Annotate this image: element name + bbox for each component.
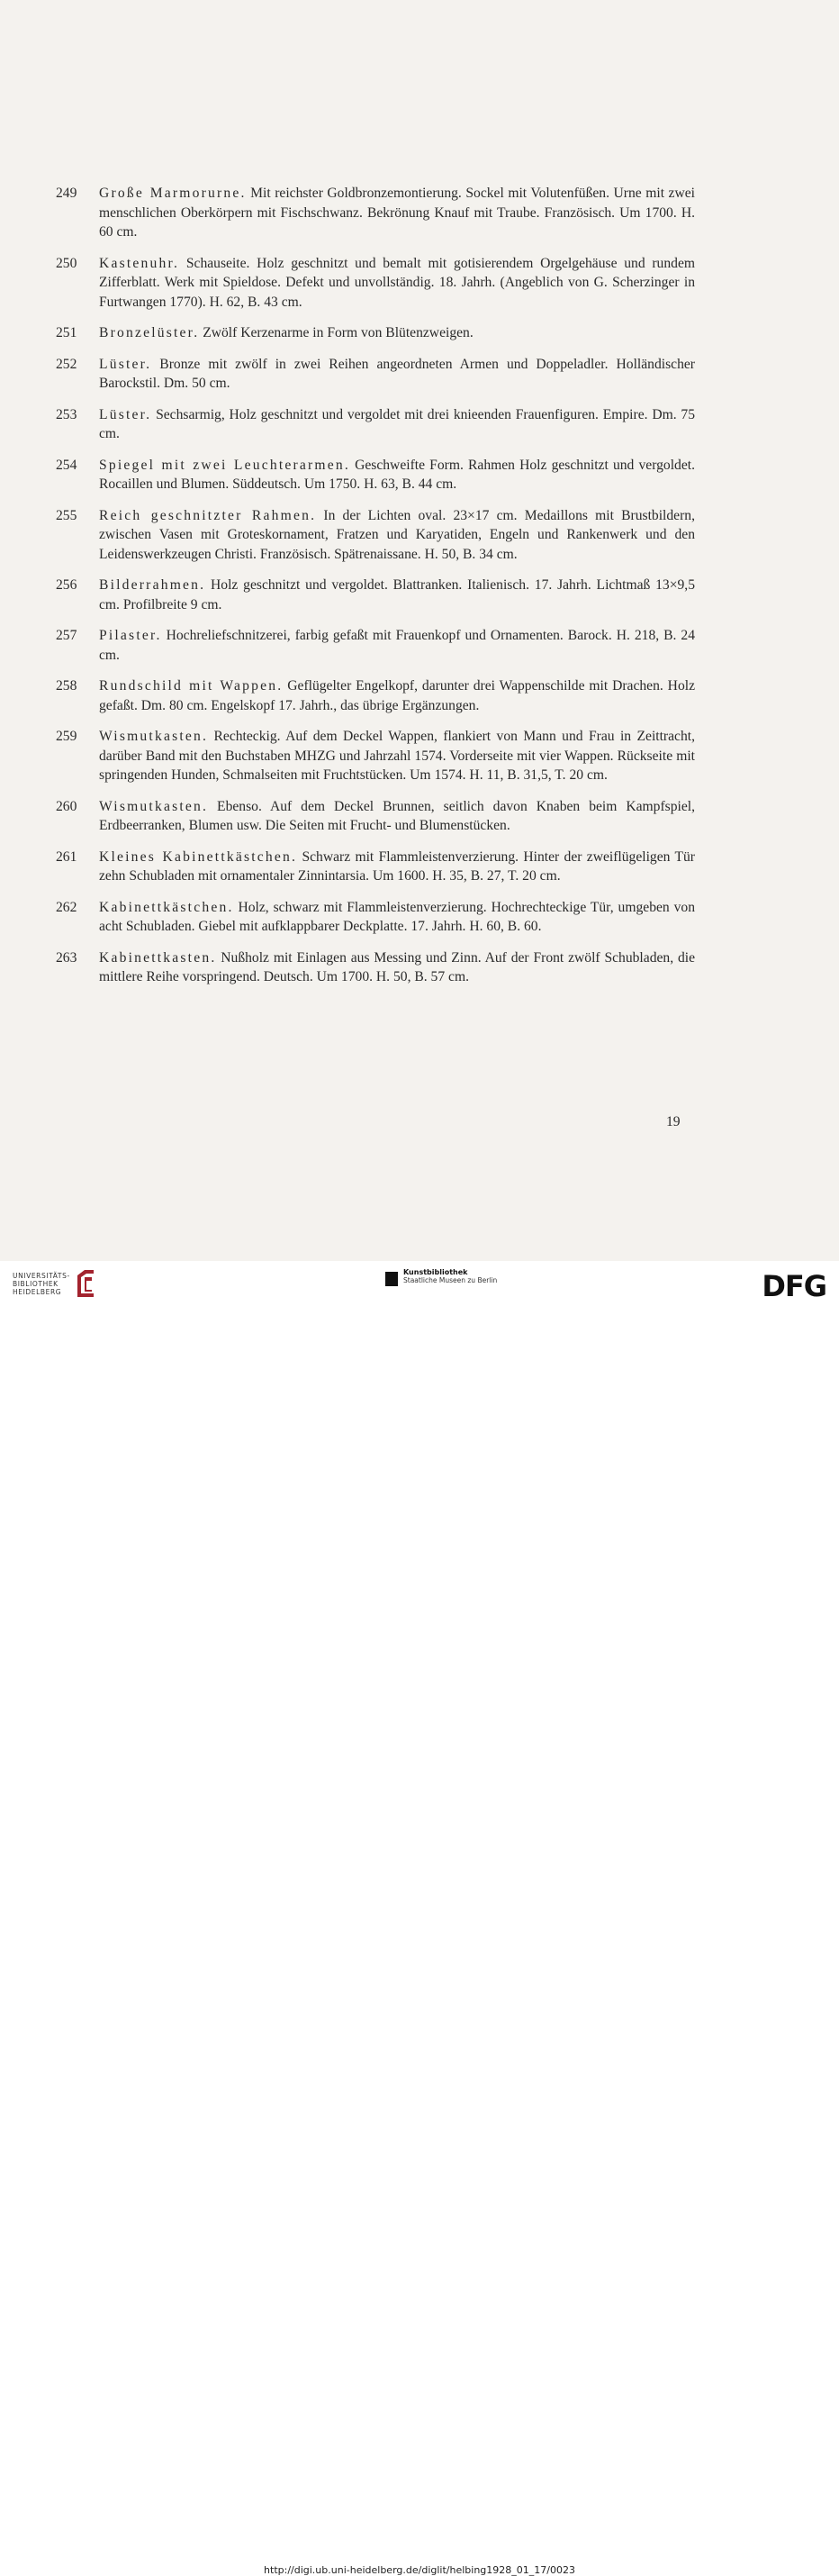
entry-title: Reich geschnitzter Rahmen.	[99, 507, 317, 523]
footer	[0, 1261, 839, 2576]
entry-title: Lüster.	[99, 406, 152, 422]
entry-title: Pilaster.	[99, 628, 162, 643]
catalog-entry	[56, 184, 695, 242]
entry-number: 257	[56, 628, 77, 643]
uni-line-1: UNIVERSITÄTS-	[13, 1271, 70, 1280]
catalog-entry	[56, 456, 695, 494]
entry-body	[99, 727, 695, 785]
uni-line-2: BIBLIOTHEK	[13, 1279, 59, 1288]
catalog-entry	[56, 405, 695, 444]
entry-body	[99, 355, 695, 394]
entry-title: Kabinettkasten.	[99, 949, 217, 966]
kunstbibliothek-subtitle: Staatliche Museen zu Berlin	[403, 1276, 498, 1284]
catalog-entry	[56, 727, 695, 785]
entry-body	[99, 797, 695, 836]
entry-number: 260	[56, 798, 77, 814]
entry-title: Spiegel mit zwei Leuchterarmen.	[99, 457, 350, 473]
catalog-entry	[56, 676, 695, 715]
entry-number: 262	[56, 899, 77, 915]
scanned-page	[0, 0, 839, 1261]
kunstbibliothek-text	[403, 1268, 497, 1284]
kunstbibliothek-mark-icon	[385, 1272, 398, 1286]
entry-body	[99, 626, 695, 665]
dfg-logo[interactable]: DFG	[762, 1269, 826, 1303]
catalog-entry	[56, 506, 695, 565]
entry-title: Kabinettkästchen.	[99, 899, 234, 915]
university-library-logo[interactable]	[13, 1268, 97, 1299]
entry-description: Nußholz mit Einlagen aus Messing und Zinn. Auf der Front zwölf Schubladen, die mittlere Reihe vorspringend. Deutsch. Um 1700. H. 50, B. 57 cm.	[99, 949, 695, 984]
entry-number: 258	[56, 678, 77, 694]
entry-number: 251	[56, 325, 77, 340]
entry-title: Kastenuhr.	[99, 255, 180, 271]
entry-title: Kleines Kabinettkästchen.	[99, 848, 298, 865]
entry-number: 255	[56, 507, 77, 523]
entry-description: Holz geschnitzt und vergoldet. Blattranken. Italienisch. 17. Jahrh. Lichtmaß 13×9,5 cm. Profilbreite 9 cm.	[99, 577, 695, 612]
entry-body	[99, 184, 695, 242]
entry-body	[99, 676, 695, 715]
entry-number: 254	[56, 457, 77, 473]
entry-description: Hochreliefschnitzerei, farbig gefaßt mit Frauenkopf und Ornamenten. Barock. H. 218, B. 24 cm.	[99, 628, 695, 663]
catalog-entry	[56, 576, 695, 614]
entry-body	[99, 898, 695, 937]
entry-number: 249	[56, 186, 77, 201]
entry-body	[99, 576, 695, 614]
uni-logo-text	[13, 1272, 70, 1296]
entry-description: Schauseite. Holz geschnitzt und bemalt mit gotisierendem Orgelgehäuse und rundem Zifferblatt. Werk mit Spieldose. Defekt und unvollständig. 18. Jahrh. (Angeblich von G. Scherzinger in Furtwangen 1770). H. 62, B. 43 cm.	[99, 255, 695, 310]
entry-description: Holz, schwarz mit Flammleistenverzierung. Hochrechteckige Tür, umgeben von acht Schubladen. Giebel mit aufklappbarer Deckplatte. 17. Jahrh. H. 60, B. 60.	[99, 899, 695, 934]
catalog-entries	[56, 184, 695, 999]
entry-description: Ebenso. Auf dem Deckel Brunnen, seitlich davon Knaben beim Kampfspiel, Erdbeerranken, Blumen usw. Die Seiten mit Frucht- und Blumenstücken.	[99, 798, 695, 833]
entry-description: In der Lichten oval. 23×17 cm. Medaillons mit Brustbildern, zwischen Vasen mit Groteskornament, Fratzen und Karyatiden, Engeln und Rankenwerk und den Leidenswerkzeugen Christi. Französisch. Spätrenaissane. H. 50, B. 34 cm.	[99, 507, 695, 562]
entry-title: Lüster.	[99, 356, 152, 372]
entry-number: 252	[56, 356, 77, 372]
entry-description: Geschweifte Form. Rahmen Holz geschnitzt und vergoldet. Rocaillen und Blumen. Süddeutsch. Um 1750. H. 63, B. 44 cm.	[99, 457, 696, 492]
entry-title: Bronzelüster.	[99, 325, 200, 340]
entry-description: Schwarz mit Flammleistenverzierung. Hinter der zweiflügeligen Tür zehn Schubladen mit ornamentaler Zinnintarsia. Um 1600. H. 35, B. 27, T. 20 cm.	[99, 848, 695, 884]
entry-body	[99, 405, 695, 444]
catalog-entry	[56, 626, 695, 665]
entry-title: Wismutkasten.	[99, 798, 209, 814]
entry-number: 250	[56, 255, 77, 271]
entry-title: Große Marmorurne.	[99, 186, 247, 201]
entry-number: 259	[56, 729, 77, 744]
entry-description: Mit reichster Goldbronzemontierung. Sockel mit Volutenfüßen. Urne mit zwei menschlichen Oberkörpern mit Fischschwanz. Bekrönung Knauf mit Traube. Französisch. Um 1700. H. 60 cm.	[99, 186, 695, 240]
uni-line-3: HEIDELBERG	[13, 1287, 62, 1296]
catalog-entry	[56, 948, 695, 987]
source-url[interactable]: http://digi.ub.uni-heidelberg.de/diglit/helbing1928_01_17/0023	[264, 2564, 575, 2576]
kunstbibliothek-title: Kunstbibliothek	[403, 1268, 468, 1276]
page-number: 19	[666, 1114, 681, 1129]
entry-body	[99, 456, 695, 494]
catalog-entry	[56, 254, 695, 313]
entry-description: Sechsarmig, Holz geschnitzt und vergoldet mit drei knieenden Frauenfiguren. Empire. Dm. 75 cm.	[99, 406, 695, 441]
catalog-entry	[56, 848, 695, 886]
university-seal-icon	[74, 1268, 97, 1299]
entry-title: Rundschild mit Wappen.	[99, 678, 284, 694]
entry-number: 263	[56, 949, 77, 966]
entry-title: Wismutkasten.	[99, 729, 209, 744]
catalog-entry	[56, 898, 695, 937]
catalog-entry	[56, 797, 695, 836]
kunstbibliothek-logo[interactable]	[385, 1268, 497, 1286]
entry-description: Bronze mit zwölf in zwei Reihen angeordneten Armen und Doppeladler. Holländischer Barockstil. Dm. 50 cm.	[99, 356, 695, 391]
entry-title: Bilderrahmen.	[99, 577, 206, 593]
entry-body	[99, 848, 695, 886]
entry-number: 261	[56, 848, 77, 865]
entry-description: Geflügelter Engelkopf, darunter drei Wappenschilde mit Drachen. Holz gefaßt. Dm. 80 cm. Engelskopf 17. Jahrh., das übrige Ergänzungen.	[99, 678, 695, 713]
entry-number: 253	[56, 406, 77, 422]
entry-body	[99, 506, 695, 565]
entry-description: Rechteckig. Auf dem Deckel Wappen, flankiert von Mann und Frau in Zeittracht, darüber Band mit den Buchstaben MHZG und Jahrzahl 1574. Vorderseite mit vier Wappen. Rückseite mit springenden Hunden, Schmalseiten mit Fruchtstücken. Um 1574. H. 11, B. 31,5, T. 20 cm.	[99, 729, 695, 783]
catalog-entry	[56, 355, 695, 394]
entry-body	[99, 254, 695, 313]
entry-description: Zwölf Kerzenarme in Form von Blütenzweigen.	[199, 325, 474, 340]
catalog-entry	[56, 323, 695, 343]
entry-body	[99, 323, 695, 343]
entry-number: 256	[56, 577, 77, 593]
entry-body	[99, 948, 695, 987]
